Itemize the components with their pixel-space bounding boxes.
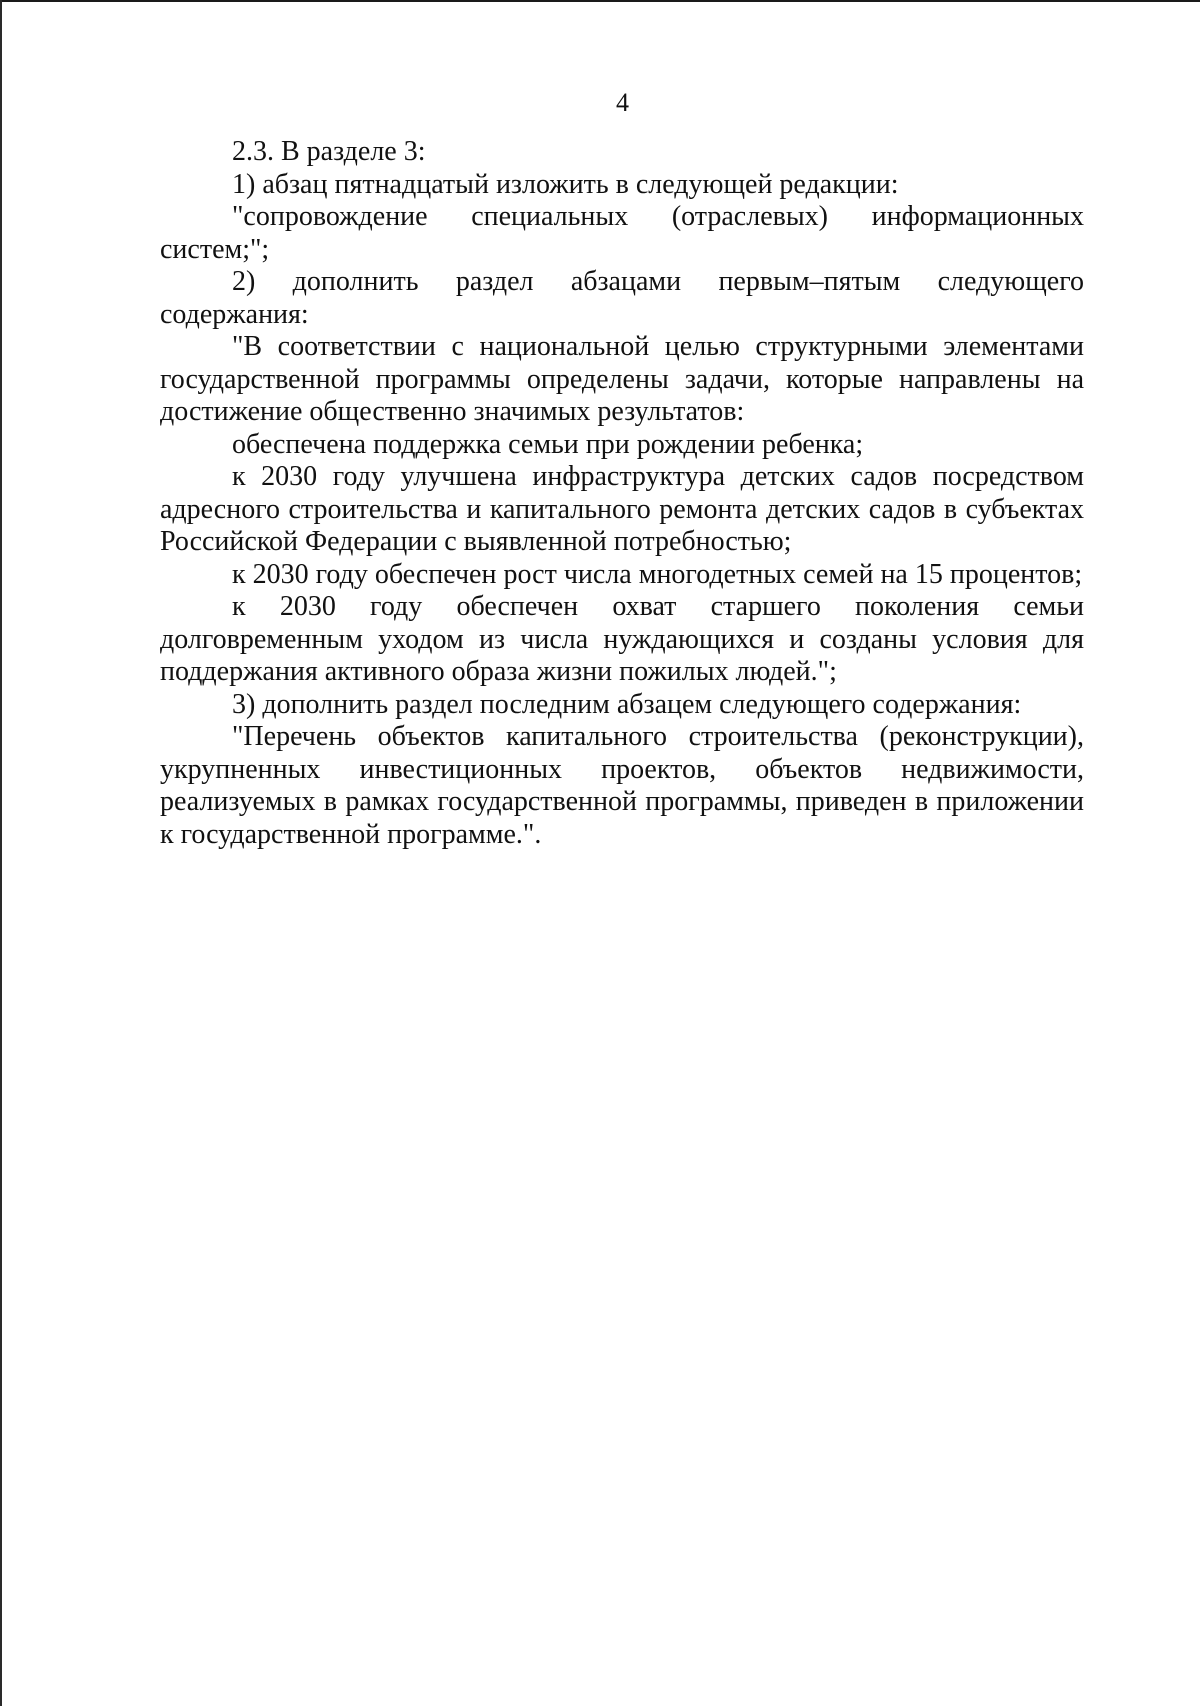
amendment-item-2: 2) дополнить раздел абзацами первым–пятым следующего содержания:: [160, 266, 1084, 330]
page-number: 4: [616, 88, 629, 117]
scan-border-top: [0, 0, 1200, 2]
section-heading: 2.3. В разделе 3:: [232, 136, 426, 167]
document-body: [160, 136, 1084, 851]
scan-border-left: [0, 0, 2, 1706]
task-paragraph: обеспечена поддержка семьи при рождении ребенка;: [232, 428, 864, 460]
quoted-paragraph: "Перечень объектов капитального строительства (реконструкции), укрупненных инвестиционных проектов, объектов недвижимости, реализуемых в рамках государственной программы, приведен в приложении к государственной программе.".: [160, 721, 1084, 850]
task-paragraph: к 2030 году обеспечен охват старшего поколения семьи долговременным уходом из числа нуждающихся и созданы условия для поддержания активного образа жизни пожилых людей.";: [160, 591, 1084, 687]
task-paragraph: к 2030 году улучшена инфраструктура детских садов посредством адресного строительства и капитального ремонта детских садов в субъектах Российской Федерации с выявленной потребностью;: [160, 461, 1084, 557]
amendment-item-1: 1) абзац пятнадцатый изложить в следующей редакции:: [232, 168, 899, 200]
task-paragraph: к 2030 году обеспечен рост числа многодетных семей на 15 процентов;: [232, 558, 1083, 590]
quoted-paragraph: "сопровождение специальных (отраслевых) информационных систем;";: [160, 201, 1084, 265]
amendment-item-3: 3) дополнить раздел последним абзацем следующего содержания:: [232, 688, 1022, 720]
quoted-paragraph: "В соответствии с национальной целью структурными элементами государственной программы определены задачи, которые направлены на достижение общественно значимых результатов:: [160, 331, 1084, 427]
